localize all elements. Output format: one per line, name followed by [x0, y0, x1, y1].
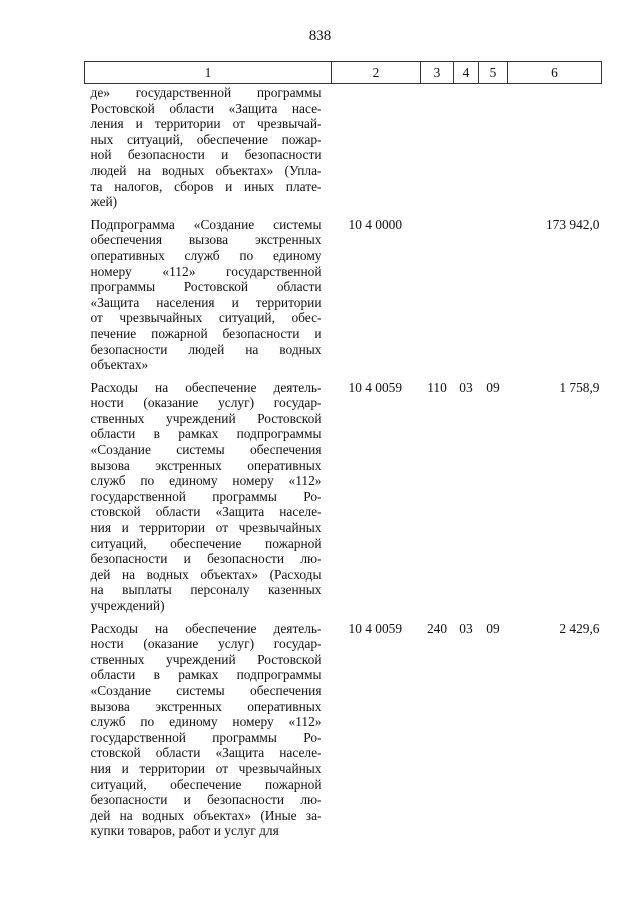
description-line: ситуаций, обеспечение пожарной: [90, 535, 322, 551]
description-line: жей): [90, 194, 118, 210]
description-line: ственных учреждений Ростовской: [90, 410, 322, 426]
description-line: людей на водных объектах» (Упла-: [90, 162, 322, 178]
row-section: 03: [459, 379, 473, 395]
description-line: ния и территории от чрезвычайных: [90, 520, 322, 536]
row-amount: 1 758,9: [559, 379, 600, 395]
description-line: безопасности людей на водных: [90, 341, 322, 357]
row-target-code: 10 4 0059: [348, 620, 403, 636]
description-line: области в рамках подпрограммы: [90, 426, 322, 442]
description-line: безопасности и безопасности лю-: [90, 551, 322, 567]
description-line: вызова экстренных оперативных: [90, 698, 322, 714]
table-body: [85, 84, 602, 842]
row-subsection: 09: [486, 620, 500, 636]
row-section: 03: [459, 620, 473, 636]
description-line: печение пожарной безопасности и: [90, 325, 322, 341]
row-expense-type: [421, 84, 454, 213]
description-line: «Защита населения и территории: [90, 294, 322, 310]
description-line: Расходы на обеспечение деятель-: [90, 379, 322, 395]
row-subsection: [479, 84, 508, 213]
description-line: государственной программы Ро-: [90, 729, 322, 745]
row-expense-type: 240: [426, 620, 448, 636]
page-number: 838: [308, 28, 332, 44]
column-header-1: 1: [85, 62, 332, 84]
row-target-code: [332, 84, 421, 213]
column-header-5: 5: [479, 62, 508, 84]
row-description: [85, 84, 332, 213]
description-line: де» государственной программы: [90, 85, 322, 100]
table-row: [85, 617, 602, 842]
row-expense-type: 110: [427, 379, 447, 395]
column-header-2: 2: [332, 62, 421, 84]
description-line: учреждений): [90, 598, 165, 613]
description-line: ления и территории от чрезвычай-: [90, 116, 322, 132]
description-line: ния и территории от чрезвычайных: [90, 760, 322, 776]
description-line: ситуаций, обеспечение пожарной: [90, 776, 322, 792]
description-line: ственных учреждений Ростовской: [90, 651, 322, 667]
row-amount: 2 429,6: [559, 620, 600, 636]
table-row: [85, 84, 602, 213]
row-description: [85, 376, 332, 617]
description-line: Расходы на обеспечение деятель-: [90, 620, 322, 636]
table-row: [85, 213, 602, 376]
description-line: области в рамках подпрограммы: [90, 667, 322, 683]
row-expense-type: [421, 213, 454, 376]
description-line: «Создание системы обеспечения: [90, 682, 322, 698]
description-line: вызова экстренных оперативных: [90, 457, 322, 473]
description-line: Ростовской области «Защита насе-: [90, 100, 322, 116]
description-line: Подпрограмма «Создание системы: [90, 216, 322, 232]
description-line: безопасности и безопасности лю-: [90, 792, 322, 808]
row-target-code: 10 4 0059: [348, 379, 403, 395]
description-line: служб по единому номеру «112»: [90, 714, 322, 730]
description-line: дей на водных объектах» (Иные за-: [90, 807, 322, 823]
description-line: объектах»: [90, 357, 149, 373]
description-line: обеспечения вызова экстренных: [90, 232, 322, 248]
table-row: [85, 376, 602, 617]
description-line: стовской области «Защита населе-: [90, 745, 322, 761]
row-subsection: 09: [486, 379, 500, 395]
column-header-4: 4: [454, 62, 479, 84]
description-line: номеру «112» государственной: [90, 263, 322, 279]
column-header-3: 3: [421, 62, 454, 84]
column-header-6: 6: [508, 62, 602, 84]
description-line: служб по единому номеру «112»: [90, 473, 322, 489]
description-line: стовской области «Защита населе-: [90, 504, 322, 520]
description-line: дей на водных объектах» (Расходы: [90, 566, 322, 582]
budget-table: [84, 61, 602, 842]
description-line: от чрезвычайных ситуаций, обес-: [90, 310, 322, 326]
description-line: ной безопасности и безопасности: [90, 147, 322, 163]
row-amount: [508, 84, 602, 213]
description-line: ности (оказание услуг) государ-: [90, 395, 322, 411]
row-target-code: 10 4 0000: [348, 216, 403, 232]
description-line: на выплаты персоналу казенных: [90, 582, 322, 598]
row-description: [85, 213, 332, 376]
description-line: оперативных служб по единому: [90, 247, 322, 263]
row-section: [454, 213, 479, 376]
description-line: программы Ростовской области: [90, 279, 322, 295]
description-line: купки товаров, работ и услуг для: [90, 823, 279, 839]
description-line: «Создание системы обеспечения: [90, 442, 322, 458]
table-header-row: [85, 62, 602, 84]
description-line: та налогов, сборов и иных плате-: [90, 178, 322, 194]
row-section: [454, 84, 479, 213]
description-line: ных ситуаций, обеспечение пожар-: [90, 131, 322, 147]
description-line: государственной программы Ро-: [90, 488, 322, 504]
row-description: [85, 617, 332, 842]
row-amount: 173 942,0: [545, 216, 600, 232]
description-line: ности (оказание услуг) государ-: [90, 636, 322, 652]
row-subsection: [479, 213, 508, 376]
